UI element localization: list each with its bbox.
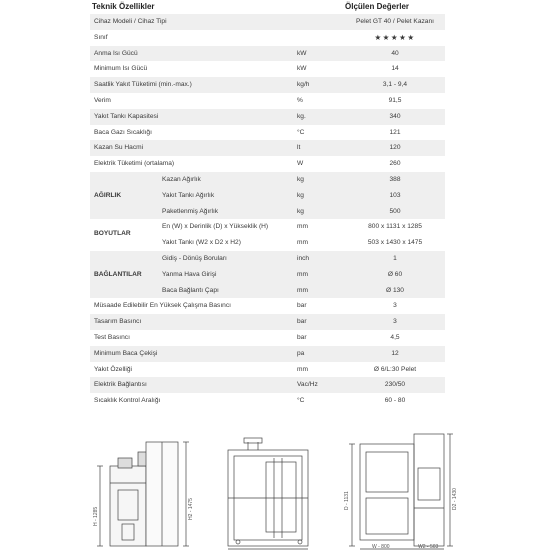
group-title-connections: BAĞLANTILAR bbox=[94, 270, 142, 278]
row-value: 500 bbox=[389, 207, 401, 215]
technical-drawings bbox=[88, 428, 458, 550]
row-label: Anma Isı Gücü bbox=[94, 49, 138, 57]
dim-h2-label: H2 - 1475 bbox=[188, 498, 194, 520]
table-row bbox=[90, 204, 445, 220]
table-row bbox=[90, 393, 445, 409]
row-label: Test Basıncı bbox=[94, 333, 130, 341]
row-value: 3 bbox=[393, 318, 397, 326]
row-label: Sıcaklık Kontrol Aralığı bbox=[94, 397, 161, 405]
table-row bbox=[90, 283, 445, 299]
table-row bbox=[90, 77, 445, 93]
row-value: Ø 130 bbox=[386, 286, 404, 294]
row-unit: mm bbox=[297, 286, 308, 294]
group-title-weight: AĞIRLIK bbox=[94, 191, 122, 199]
row-unit: lt bbox=[297, 144, 301, 152]
dim-d-label: D - 1131 bbox=[344, 491, 350, 510]
row-value: 503 x 1430 x 1475 bbox=[367, 239, 423, 247]
dim-d2-label: D2 - 1430 bbox=[452, 488, 458, 510]
row-value: 103 bbox=[389, 191, 401, 199]
row-value: 800 x 1131 x 1285 bbox=[368, 223, 422, 231]
dim-h-label: H - 1285 bbox=[93, 506, 99, 526]
group-title-dimensions: BOYUTLAR bbox=[94, 230, 131, 238]
row-label: Yanma Hava Girişi bbox=[162, 270, 217, 278]
row-value: 12 bbox=[391, 349, 399, 357]
row-unit: mm bbox=[297, 270, 308, 278]
table-row bbox=[90, 251, 445, 267]
row-value: 14 bbox=[391, 65, 399, 73]
row-unit: pa bbox=[297, 349, 305, 357]
row-unit: kg bbox=[297, 207, 304, 215]
row-unit: inch bbox=[297, 254, 310, 262]
row-label: Elektrik Bağlantısı bbox=[94, 381, 147, 389]
row-label: Minimum Isı Gücü bbox=[94, 65, 148, 73]
row-value: 40 bbox=[391, 49, 399, 57]
row-unit: mm bbox=[297, 239, 308, 247]
row-value: 230/50 bbox=[384, 381, 406, 389]
class-stars: ★★★★★ bbox=[374, 32, 416, 42]
boiler-drawings bbox=[88, 428, 458, 550]
table-row bbox=[90, 188, 445, 204]
table-row bbox=[90, 219, 445, 238]
row-label: Baca Gazı Sıcaklığı bbox=[94, 128, 152, 136]
row-unit: °C bbox=[297, 397, 305, 405]
row-value: 3 bbox=[393, 302, 397, 310]
table-row bbox=[90, 61, 445, 77]
row-label: Yakıt Tankı Kapasitesi bbox=[94, 112, 159, 120]
row-value: Pelet GT 40 / Pelet Kazanı bbox=[356, 18, 434, 25]
row-label: Sınıf bbox=[94, 33, 108, 41]
side-view-drawing bbox=[228, 438, 308, 549]
table-row bbox=[90, 93, 445, 109]
row-label: En (W) x Derinlik (D) x Yükseklik (H) bbox=[162, 223, 269, 231]
row-unit: kW bbox=[297, 65, 307, 73]
table-row bbox=[90, 267, 445, 283]
table-row bbox=[90, 125, 445, 141]
row-unit: kg bbox=[297, 191, 304, 199]
row-label: Saatlik Yakıt Tüketimi (min.-max.) bbox=[94, 81, 192, 89]
row-value: 60 - 80 bbox=[384, 397, 406, 405]
table-row bbox=[90, 377, 445, 393]
row-unit: Vac/Hz bbox=[297, 381, 318, 389]
dim-w-label: W - 800 bbox=[372, 544, 390, 550]
table-row bbox=[90, 46, 445, 62]
row-label: Verim bbox=[94, 96, 111, 104]
row-unit: kg bbox=[297, 175, 304, 183]
row-unit: bar bbox=[297, 302, 307, 310]
row-label: Gidiş - Dönüş Boruları bbox=[162, 254, 227, 262]
table-row bbox=[90, 330, 445, 346]
row-unit: bar bbox=[297, 318, 307, 326]
row-unit: mm bbox=[297, 223, 308, 231]
row-unit: mm bbox=[297, 365, 308, 373]
technical-features-heading: Teknik Özellikler bbox=[92, 2, 155, 11]
table-row bbox=[90, 109, 445, 125]
table-row bbox=[90, 362, 445, 378]
row-label: Elektrik Tüketimi (ortalama) bbox=[94, 160, 175, 168]
row-value: 120 bbox=[389, 144, 401, 152]
table-row bbox=[90, 30, 445, 46]
spec-table bbox=[90, 14, 445, 409]
row-label: Paketlenmiş Ağırlık bbox=[162, 207, 219, 215]
row-value: 260 bbox=[389, 160, 401, 168]
row-unit: kW bbox=[297, 49, 307, 57]
row-unit: kg. bbox=[297, 112, 306, 120]
row-label: Baca Bağlantı Çapı bbox=[162, 286, 219, 294]
row-value: 4,5 bbox=[390, 333, 400, 341]
row-value: 121 bbox=[389, 128, 401, 136]
row-unit: °C bbox=[297, 128, 305, 136]
table-row bbox=[90, 298, 445, 314]
table-row bbox=[90, 346, 445, 362]
row-value: 3,1 - 9,4 bbox=[382, 81, 408, 89]
row-unit: kg/h bbox=[297, 81, 310, 89]
row-value: Ø 6/L:30 Pelet bbox=[373, 365, 417, 373]
row-label: Kazan Ağırlık bbox=[162, 175, 201, 183]
table-row bbox=[90, 172, 445, 188]
row-label: Cihaz Modeli / Cihaz Tipi bbox=[94, 18, 167, 25]
row-label: Minimum Baca Çekişi bbox=[94, 349, 158, 357]
row-label: Yakıt Özelliği bbox=[94, 365, 132, 373]
row-unit: % bbox=[297, 96, 303, 104]
measured-values-heading: Ölçülen Değerler bbox=[345, 2, 410, 11]
row-label: Yakıt Tankı Ağırlık bbox=[162, 191, 215, 199]
top-view-drawing bbox=[349, 434, 453, 549]
row-value: 91,5 bbox=[388, 96, 402, 104]
table-row bbox=[90, 14, 445, 30]
row-label: Tasarım Basıncı bbox=[94, 318, 142, 326]
table-row bbox=[90, 156, 445, 172]
front-view-drawing bbox=[97, 442, 189, 546]
row-unit: W bbox=[297, 160, 304, 168]
row-value: 1 bbox=[393, 254, 397, 262]
row-label: Müsaade Edilebilir En Yüksek Çalışma Basıncı bbox=[94, 302, 231, 310]
row-label: Kazan Su Hacmi bbox=[94, 144, 144, 152]
row-value: 388 bbox=[389, 175, 401, 183]
row-unit: bar bbox=[297, 333, 307, 341]
table-row bbox=[90, 235, 445, 251]
table-row bbox=[90, 140, 445, 156]
row-value: Ø 60 bbox=[387, 270, 403, 278]
row-value: 340 bbox=[389, 112, 401, 120]
dim-w2-label: W2 - 503 bbox=[418, 544, 439, 550]
table-row bbox=[90, 314, 445, 330]
row-label: Yakıt Tankı (W2 x D2 x H2) bbox=[162, 239, 241, 247]
